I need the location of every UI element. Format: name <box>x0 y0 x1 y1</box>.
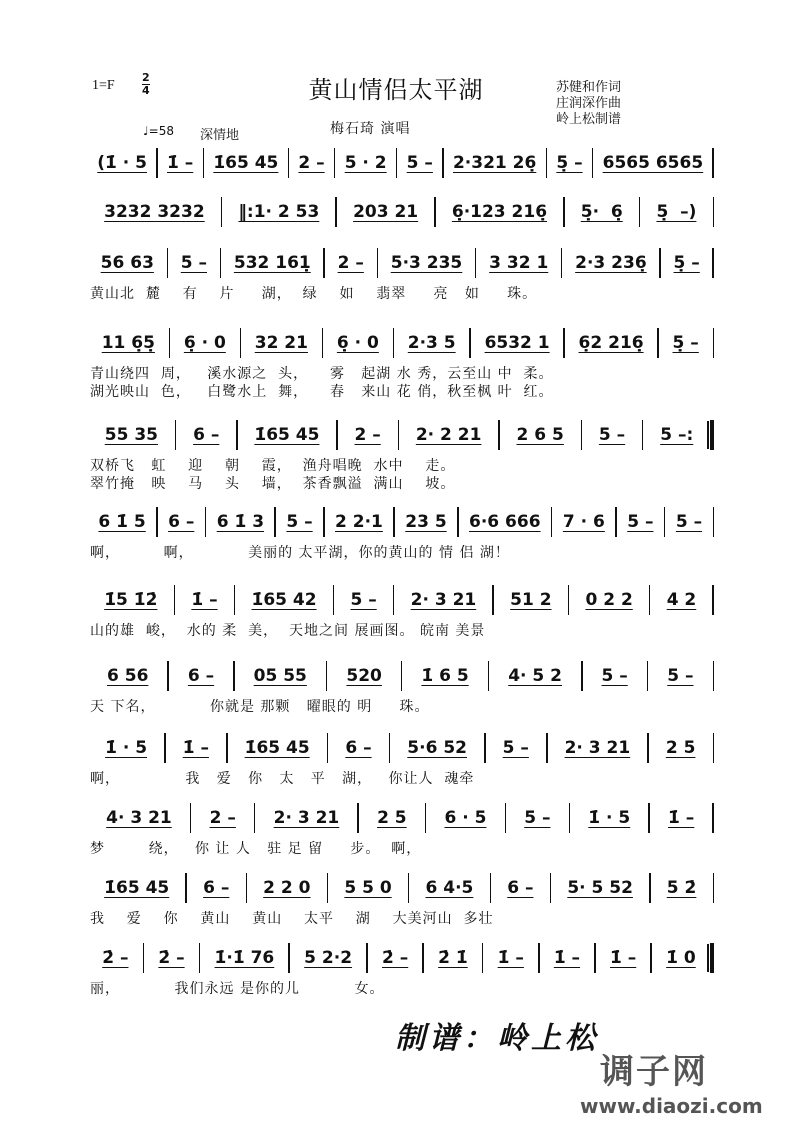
measure: 5̣ – <box>673 253 700 273</box>
measure: 1̇65 42 <box>251 590 317 610</box>
time-signature-top: 2 <box>142 71 150 84</box>
measure: 1̇65 45 <box>104 878 170 898</box>
key-signature: 1=F <box>92 78 115 93</box>
measure: 6 – <box>345 738 372 758</box>
measure: 1̇ 0 <box>666 948 696 968</box>
measure: 6̣ · 0 <box>183 333 226 353</box>
measure: 6̣ · 0 <box>336 333 379 353</box>
measure: 6 – <box>507 878 534 898</box>
measure: 2 2·1 <box>335 512 383 532</box>
measure: 05 55 <box>253 666 307 686</box>
measure: 5 – <box>627 512 654 532</box>
lyric-line: 我 爱 你 黄山 黄山 太平 湖 大美河山 多壮 <box>90 911 494 927</box>
measure: 5 – <box>598 425 626 445</box>
measure: 5 5 0 <box>344 878 392 898</box>
watermark-url: www.diaozi.com <box>580 1094 763 1118</box>
measure: 2 – <box>209 808 236 828</box>
measure: 7 · 6 <box>562 512 605 532</box>
lyric-line: 黄山北 麓 有 片 湖， 绿 如 翡翠 亮 如 珠。 <box>90 286 538 302</box>
measure: 2· 2 21 <box>415 425 482 445</box>
measure: 6 – <box>203 878 230 898</box>
measure: 2 – <box>354 425 381 445</box>
measure: 1̇ · 5 <box>588 808 631 828</box>
measure: 1̇ – <box>191 590 218 610</box>
lyric-line: 青山绕四 周， 溪水源之 头， 雾 起湖 水 秀，云至山 中 柔。 <box>90 366 554 382</box>
barline <box>713 733 715 763</box>
measure: 5 – <box>601 666 628 686</box>
measure: 6 1̇ 3 <box>216 512 265 532</box>
measure: 1̇65 45 <box>244 738 310 758</box>
measure: 2̇ 1̇ <box>438 948 468 968</box>
barline <box>713 873 715 903</box>
measure: 1̇ – <box>167 153 194 173</box>
measure: 6 – <box>193 425 220 445</box>
song-title: 黄山情侣太平湖 <box>308 76 484 104</box>
measure: 2 2 0 <box>263 878 311 898</box>
barline <box>712 148 714 178</box>
score-row <box>88 422 714 448</box>
measure: 6·6 666 <box>469 512 541 532</box>
barline <box>713 661 715 691</box>
measure: 1̇ – <box>668 808 695 828</box>
lyric-line: 梦 绕， 你 让 人 驻 足 留 步。 啊， <box>90 841 422 857</box>
measure: 23 5 <box>405 512 447 532</box>
measure: 6 56 <box>107 666 149 686</box>
measure: 5 –: <box>660 425 694 445</box>
measure: 5̣ –) <box>656 202 697 222</box>
score-row <box>88 805 714 831</box>
measure: 2· 3 21 <box>410 590 477 610</box>
measure: 2̇ – <box>381 948 409 968</box>
measure: 1̇ – <box>497 948 524 968</box>
score-row <box>88 735 714 761</box>
time-signature-bottom: 4 <box>142 84 150 97</box>
measure: 5 – <box>406 153 433 173</box>
barline <box>710 943 714 973</box>
measure: 520 <box>346 666 382 686</box>
measure: 51 2 <box>510 590 552 610</box>
score-row <box>88 250 714 276</box>
lyric-line: 山的雄 峻， 水的 柔 美， 天地之间 展画图。 皖南 美景 <box>90 623 486 639</box>
measure: 5̣· 6̣ <box>580 202 623 222</box>
measure: 6 · 5 <box>444 808 487 828</box>
measure: 5 – <box>286 512 313 532</box>
measure: 1̇65 45 <box>213 153 279 173</box>
measure: 2· 3 21 <box>273 808 340 828</box>
measure: 2 – <box>337 253 364 273</box>
measure: 2· 3 21 <box>564 738 631 758</box>
measure: 2 5 <box>377 808 407 828</box>
measure: ‖:1· 2 53 <box>238 202 320 222</box>
measure: 5· 5 52 <box>567 878 633 898</box>
barline <box>712 248 714 278</box>
measure: 5·3 235 <box>390 253 463 273</box>
lyricist-credit: 苏健和作词 <box>556 80 622 95</box>
measure: 5̣ – <box>556 153 583 173</box>
score-row <box>88 330 714 356</box>
barline <box>713 507 715 537</box>
measure: 2·3 5 <box>407 333 456 353</box>
watermark-logo: 调子网 <box>600 1052 708 1092</box>
barline <box>713 197 715 227</box>
lyric-line: 丽， 我们永远 是你的儿 女。 <box>90 981 385 997</box>
measure: 32 21 <box>254 333 308 353</box>
score-row <box>88 945 714 971</box>
measure: 5 2·2 <box>304 948 353 968</box>
score-row <box>88 587 714 613</box>
measure: 2 – <box>298 153 325 173</box>
measure: 5̣ – <box>672 333 699 353</box>
measure: 1̇ – <box>182 738 209 758</box>
measure: 4 2 <box>666 590 697 610</box>
measure: 5 · 2 <box>344 153 387 173</box>
measure: 55 35 <box>104 425 159 445</box>
measure: 4· 5 2 <box>508 666 562 686</box>
measure: 203 21 <box>353 202 419 222</box>
tempo-marking: ♩=58 <box>143 124 174 138</box>
measure: 1̇·1̇ 76 <box>214 948 275 968</box>
measure: 5 – <box>667 666 694 686</box>
measure: 1̇ · 5 <box>105 738 148 758</box>
transcriber-credit: 岭上松制谱 <box>556 112 622 127</box>
barline <box>710 420 714 450</box>
measure: 2̇ – <box>102 948 129 968</box>
score-row <box>88 509 714 535</box>
measure: 6565 6565 <box>602 153 704 173</box>
measure: 6̣2 216̣ <box>578 333 644 353</box>
measure: 2·3 236̣ <box>575 253 647 273</box>
time-signature <box>142 72 150 97</box>
lyric-line: 翠竹掩 映 马 头 墙， 茶香飘溢 满山 坡。 <box>90 476 456 492</box>
measure: 5 – <box>524 808 551 828</box>
transcriber-signature: 制谱：岭上松 <box>395 1021 599 1056</box>
measure: 11 6̣5̣ <box>101 333 155 353</box>
measure: 5 2̇ <box>666 878 697 898</box>
measure: 5 – <box>675 512 703 532</box>
composer-credit: 庄润深作曲 <box>556 96 622 111</box>
measure: 2·321 26̣ <box>452 153 537 173</box>
measure: 6 4·5 <box>425 878 474 898</box>
measure: 532 161̣ <box>233 253 311 273</box>
lyric-line: 啊， 我 爱 你 太 平 湖， 你让人 魂牵 <box>90 771 475 787</box>
score-row <box>88 875 714 901</box>
barline <box>713 328 715 358</box>
measure: 5 – <box>180 253 208 273</box>
measure: 5 – <box>350 590 377 610</box>
measure: 2̇ – <box>158 948 185 968</box>
measure: (1̇ · 5 <box>97 153 147 173</box>
barline <box>712 585 714 615</box>
measure: 2 5 <box>665 738 696 758</box>
measure: 1̇ – <box>553 948 581 968</box>
lyric-line: 湖光映山 色， 白鹭水上 舞， 春 来山 花 俏，秋至枫 叶 红。 <box>90 384 554 400</box>
measure: 5 – <box>502 738 529 758</box>
measure: 1̇ 6 5 <box>421 666 469 686</box>
measure: 1̇ – <box>609 948 637 968</box>
credits <box>556 80 621 128</box>
singer-credit: 梅石琦 演唱 <box>330 121 411 137</box>
measure: 56 63 <box>100 253 154 273</box>
measure: 6 – <box>168 512 195 532</box>
measure: 3 32 1 <box>489 253 549 273</box>
expression-marking: 深情地 <box>200 128 240 143</box>
score-row <box>88 199 714 225</box>
score-row <box>88 663 714 689</box>
barline <box>712 803 714 833</box>
measure: 1̇5 1̇2̇ <box>104 590 158 610</box>
measure: 1̇65 45 <box>254 425 320 445</box>
measure: 2 6 5 <box>516 425 564 445</box>
measure: 6̣·123 216̣ <box>451 202 548 222</box>
score-row <box>88 150 714 176</box>
measure: 6 1̇ 5 <box>98 512 146 532</box>
measure: 5·6 52 <box>407 738 467 758</box>
measure: 6532 1 <box>484 333 550 353</box>
lyric-line: 啊， 啊， 美丽的 太平湖，你的黄山的 情 侣 湖！ <box>90 545 510 561</box>
measure: 0 2 2 <box>585 590 633 610</box>
lyric-line: 天 下名， 你就是 那颗 曜眼的 明 珠。 <box>90 699 430 715</box>
measure: 6 – <box>187 666 215 686</box>
measure: 3232 3232 <box>104 202 205 222</box>
lyric-line: 双桥飞 虹 迎 朝 霞， 渔舟唱晚 水中 走。 <box>90 458 456 474</box>
measure: 4· 3 21 <box>106 808 172 828</box>
